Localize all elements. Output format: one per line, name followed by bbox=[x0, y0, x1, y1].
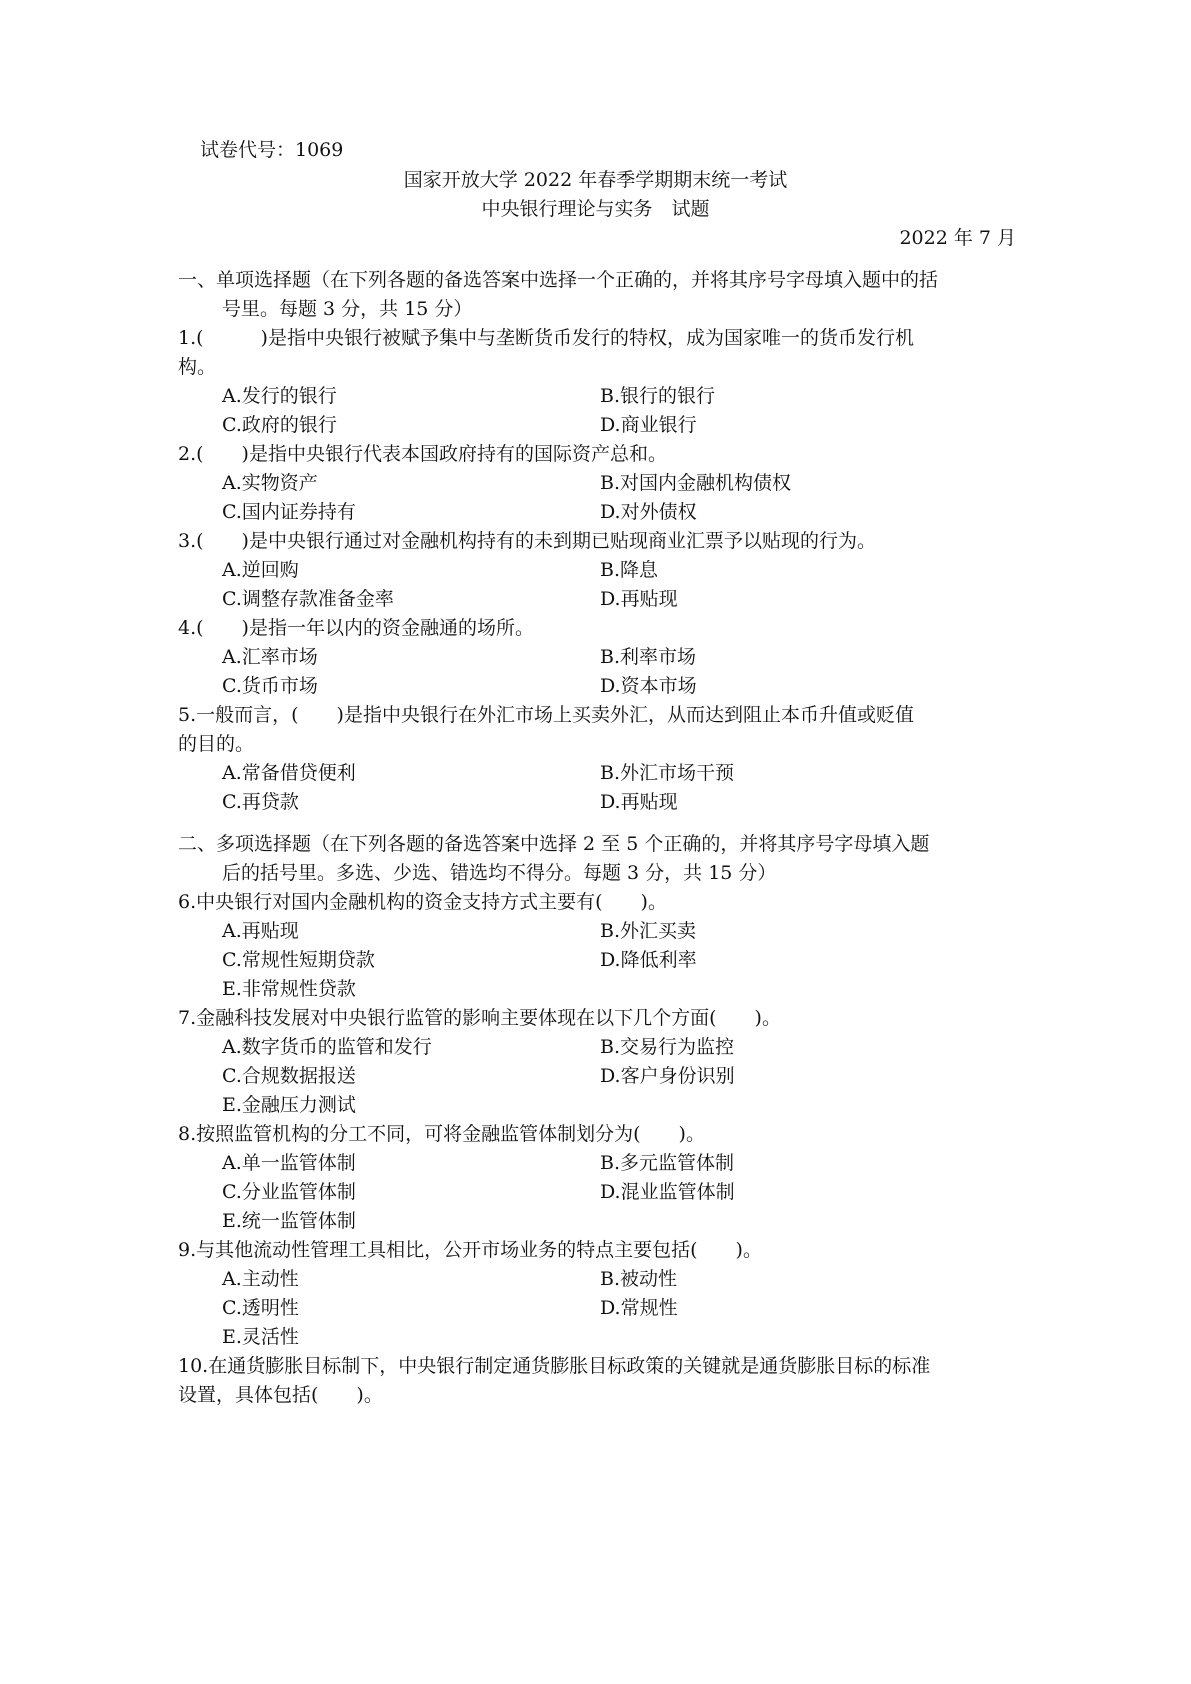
exam-date: 2022 年 7 月 bbox=[899, 227, 1016, 249]
question-8-option-b: B.多元监管体制 bbox=[600, 1152, 735, 1174]
question-7-option-a: A.数字货币的监管和发行 bbox=[222, 1036, 432, 1058]
question-6-option-c: C.常规性短期贷款 bbox=[222, 949, 375, 971]
question-8-option-a: A.单一监管体制 bbox=[222, 1152, 356, 1174]
question-7-option-e: E.金融压力测试 bbox=[222, 1094, 356, 1116]
question-6-option-d: D.降低利率 bbox=[600, 949, 697, 971]
section-1-heading: 一、单项选择题（在下列各题的备选答案中选择一个正确的，并将其序号字母填入题中的括 bbox=[178, 269, 939, 291]
question-2-option-b: B.对国内金融机构债权 bbox=[600, 472, 792, 494]
exam-subtitle: 中央银行理论与实务 试题 bbox=[481, 198, 710, 220]
question-8-option-e: E.统一监管体制 bbox=[222, 1210, 356, 1232]
question-5-stem: 5.一般而言，( )是指中央银行在外汇市场上买卖外汇，从而达到阻止本币升值或贬值 bbox=[178, 704, 914, 726]
question-2-option-a: A.实物资产 bbox=[222, 472, 318, 494]
question-7-option-b: B.交易行为监控 bbox=[600, 1036, 735, 1058]
question-1-option-c: C.政府的银行 bbox=[222, 414, 337, 436]
question-4-option-a: A.汇率市场 bbox=[222, 646, 318, 668]
exam-code: 试卷代号：1069 bbox=[200, 139, 344, 161]
question-9-option-b: B.被动性 bbox=[600, 1268, 678, 1290]
question-10-stem: 10.在通货膨胀目标制下，中央银行制定通货膨胀目标政策的关键就是通货膨胀目标的标准 bbox=[178, 1355, 931, 1377]
question-6-stem: 6.中央银行对国内金融机构的资金支持方式主要有( )。 bbox=[178, 891, 667, 913]
section-2-heading-cont: 后的括号里。多选、少选、错选均不得分。每题 3 分，共 15 分） bbox=[222, 862, 777, 884]
question-5-option-c: C.再贷款 bbox=[222, 791, 299, 813]
question-3-option-b: B.降息 bbox=[600, 559, 659, 581]
question-8-option-d: D.混业监管体制 bbox=[600, 1181, 735, 1203]
question-9-stem: 9.与其他流动性管理工具相比，公开市场业务的特点主要包括( )。 bbox=[178, 1239, 762, 1261]
question-9-option-c: C.透明性 bbox=[222, 1297, 299, 1319]
question-6-option-a: A.再贴现 bbox=[222, 920, 299, 942]
section-1-heading-cont: 号里。每题 3 分，共 15 分） bbox=[222, 298, 473, 320]
question-1-option-a: A.发行的银行 bbox=[222, 385, 337, 407]
question-5-option-a: A.常备借贷便利 bbox=[222, 762, 356, 784]
question-9-option-d: D.常规性 bbox=[600, 1297, 678, 1319]
question-1-option-d: D.商业银行 bbox=[600, 414, 697, 436]
exam-title: 国家开放大学 2022 年春季学期期末统一考试 bbox=[403, 169, 788, 191]
question-2-option-d: D.对外债权 bbox=[600, 501, 697, 523]
question-4-option-b: B.利率市场 bbox=[600, 646, 697, 668]
question-6-option-e: E.非常规性贷款 bbox=[222, 978, 356, 1000]
question-3-option-d: D.再贴现 bbox=[600, 588, 678, 610]
question-3-option-a: A.逆回购 bbox=[222, 559, 299, 581]
question-6-option-b: B.外汇买卖 bbox=[600, 920, 697, 942]
question-3-stem: 3.( )是中央银行通过对金融机构持有的未到期已贴现商业汇票予以贴现的行为。 bbox=[178, 530, 876, 552]
question-3-option-c: C.调整存款准备金率 bbox=[222, 588, 394, 610]
question-4-option-d: D.资本市场 bbox=[600, 675, 697, 697]
question-8-option-c: C.分业监管体制 bbox=[222, 1181, 356, 1203]
question-9-option-a: A.主动性 bbox=[222, 1268, 299, 1290]
question-7-stem: 7.金融科技发展对中央银行监管的影响主要体现在以下几个方面( )。 bbox=[178, 1007, 781, 1029]
question-4-option-c: C.货币市场 bbox=[222, 675, 318, 697]
question-8-stem: 8.按照监管机构的分工不同，可将金融监管体制划分为( )。 bbox=[178, 1123, 705, 1145]
question-5-option-d: D.再贴现 bbox=[600, 791, 678, 813]
question-7-option-d: D.客户身份识别 bbox=[600, 1065, 735, 1087]
question-4-stem: 4.( )是指一年以内的资金融通的场所。 bbox=[178, 617, 534, 639]
question-7-option-c: C.合规数据报送 bbox=[222, 1065, 356, 1087]
section-2-heading: 二、多项选择题（在下列各题的备选答案中选择 2 至 5 个正确的，并将其序号字母填入题 bbox=[178, 833, 930, 855]
question-5-option-b: B.外汇市场干预 bbox=[600, 762, 735, 784]
question-1-option-b: B.银行的银行 bbox=[600, 385, 716, 407]
question-5-stem-cont: 的目的。 bbox=[178, 733, 255, 755]
question-1-stem-cont: 构。 bbox=[178, 356, 217, 378]
question-10-stem-cont: 设置，具体包括( )。 bbox=[178, 1384, 383, 1406]
question-2-stem: 2.( )是指中央银行代表本国政府持有的国际资产总和。 bbox=[178, 443, 667, 465]
question-2-option-c: C.国内证券持有 bbox=[222, 501, 356, 523]
question-9-option-e: E.灵活性 bbox=[222, 1326, 299, 1348]
question-1-stem: 1.( )是指中央银行被赋予集中与垄断货币发行的特权，成为国家唯一的货币发行机 bbox=[178, 327, 914, 349]
